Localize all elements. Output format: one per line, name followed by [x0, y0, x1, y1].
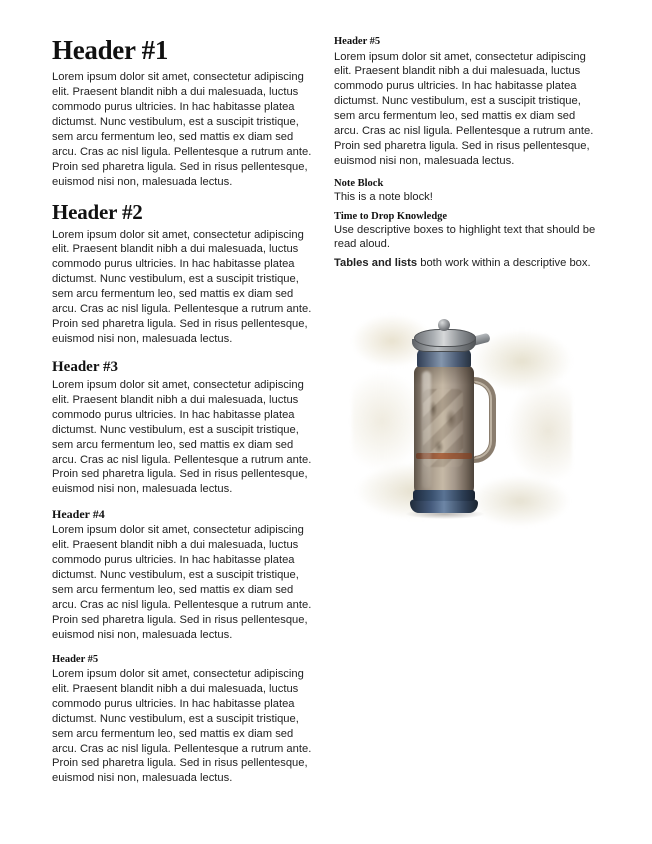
right-column [334, 36, 596, 543]
stein-lid [414, 329, 476, 347]
descriptive-block-line-2-bold: Tables and lists [334, 257, 418, 270]
note-block [334, 178, 596, 205]
paragraph-5: Lorem ipsum dolor sit amet, consectetur adipiscing elit. Praesent blandit nibh a dui malesuada, luctus commodo purus ultricies. In hac habitasse platea dictumst. Nunc vestibulum, est a suscipit tristique, sem arcu fermentum leo, sed mattis ex diam sed arcu. Cras ac nisl ligula. Pellentesque a rutrum ante. Proin sed pharetra ligula. Sed in risus pellentesque, euismod nisi non, malesuada lectus. [52, 668, 312, 785]
stein-gloss-highlight [422, 371, 431, 489]
heading-5: Header #5 [52, 653, 99, 665]
stein-graphic [398, 315, 494, 525]
right-heading-5: Header #5 [334, 36, 381, 47]
stein-handle-highlight [474, 381, 492, 459]
heading-4: Header #4 [52, 507, 105, 522]
paragraph-2: Lorem ipsum dolor sit amet, consectetur adipiscing elit. Praesent blandit nibh a dui malesuada, luctus commodo purus ultricies. In hac habitasse platea dictumst. Nunc vestibulum, est a suscipit tristique, sem arcu fermentum leo, sed mattis ex diam sed arcu. Cras ac nisl ligula. Pellentesque a rutrum ante. Proin sed pharetra ligula. Sed in risus pellentesque, euismod nisi non, malesuada lectus. [52, 228, 312, 345]
paragraph-3: Lorem ipsum dolor sit amet, consectetur adipiscing elit. Praesent blandit nibh a dui malesuada, luctus commodo purus ultricies. In hac habitasse platea dictumst. Nunc vestibulum, est a suscipit tristique, sem arcu fermentum leo, sed mattis ex diam sed arcu. Cras ac nisl ligula. Pellentesque a rutrum ante. Proin sed pharetra ligula. Sed in risus pellentesque, euismod nisi non, malesuada lectus. [52, 379, 312, 496]
note-block-text: This is a note block! [334, 190, 433, 203]
paragraph-1: Lorem ipsum dolor sit amet, consectetur adipiscing elit. Praesent blandit nibh a dui malesuada, luctus commodo purus ultricies. In hac habitasse platea dictumst. Nunc vestibulum, est a suscipit tristique, sem arcu fermentum leo, sed mattis ex diam sed arcu. Cras ac nisl ligula. Pellentesque a rutrum ante. Proin sed pharetra ligula. Sed in risus pellentesque, euismod nisi non, malesuada lectus. [52, 71, 312, 188]
heading-3: Header #3 [52, 358, 118, 375]
section-header-3 [52, 359, 314, 498]
section-header-1 [52, 36, 314, 189]
descriptive-block [334, 211, 596, 272]
descriptive-block-title: Time to Drop Knowledge [334, 210, 448, 222]
heading-2: Header #2 [52, 200, 143, 225]
descriptive-block-line-2-rest: both work within a descriptive box. [417, 257, 591, 270]
section-header-4 [52, 508, 314, 642]
section-header-2 [52, 201, 314, 346]
paragraph-4: Lorem ipsum dolor sit amet, consectetur adipiscing elit. Praesent blandit nibh a dui malesuada, luctus commodo purus ultricies. In hac habitasse platea dictumst. Nunc vestibulum, est a suscipit tristique, sem arcu fermentum leo, sed mattis ex diam sed arcu. Cras ac nisl ligula. Pellentesque a rutrum ante. Proin sed pharetra ligula. Sed in risus pellentesque, euismod nisi non, malesuada lectus. [52, 524, 312, 641]
stein-blue-band [413, 490, 475, 501]
beer-stein-illustration [334, 293, 596, 543]
note-block-title: Note Block [334, 177, 384, 189]
section-header-5 [52, 654, 314, 787]
descriptive-block-line-1: Use descriptive boxes to highlight text that should be read aloud. [334, 223, 596, 251]
stein-base [410, 499, 478, 513]
left-column [52, 36, 314, 788]
right-paragraph: Lorem ipsum dolor sit amet, consectetur adipiscing elit. Praesent blandit nibh a dui malesuada, luctus commodo purus ultricies. In hac habitasse platea dictumst. Nunc vestibulum, est a suscipit tristique, sem arcu fermentum leo, sed mattis ex diam sed arcu. Cras ac nisl ligula. Pellentesque a rutrum ante. Proin sed pharetra ligula. Sed in risus pellentesque, euismod nisi non, malesuada lectus. [334, 50, 594, 167]
heading-1: Header #1 [52, 35, 169, 65]
descriptive-block-line-2 [334, 256, 596, 271]
